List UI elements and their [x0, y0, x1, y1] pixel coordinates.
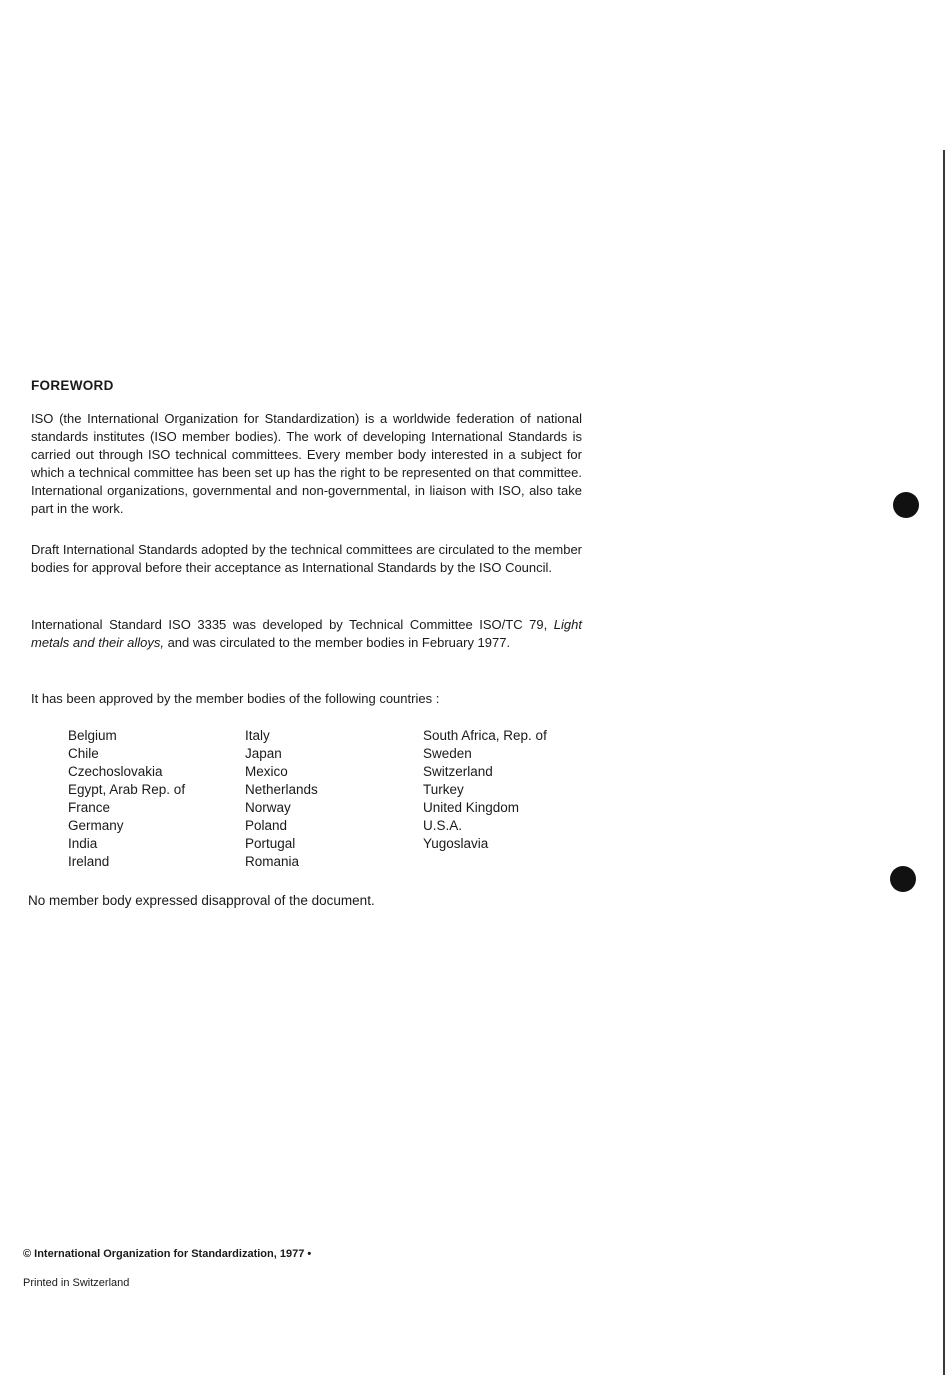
- country-item: France: [68, 800, 111, 815]
- committee-title: Light metals and their alloys,: [31, 617, 582, 650]
- country-item: Romania: [245, 854, 300, 869]
- country-item: South Africa, Rep. of: [423, 728, 547, 743]
- country-item: Mexico: [245, 764, 288, 779]
- country-list-column-3: [423, 727, 547, 853]
- country-item: Czechoslovakia: [68, 764, 163, 779]
- country-item: United Kingdom: [423, 800, 520, 815]
- country-item: Netherlands: [245, 782, 318, 797]
- punch-hole-mark: [893, 492, 919, 518]
- punch-hole-mark: [890, 866, 916, 892]
- copyright-notice: © International Organization for Standardization, 1977 •: [23, 1248, 312, 1260]
- foreword-paragraph-iso: ISO (the International Organization for Standardization) is a worldwide federation of national standards institutes (ISO member bodies). The work of developing International Standards is carried out through ISO technical committees. Every member body interested in a subject for which a technical committee has been set up has the right to be represented on that committee. International organizations, governmental and non-governmental, in liaison with ISO, also take part in the work.: [31, 411, 582, 516]
- country-item: Japan: [245, 746, 282, 761]
- printed-location: Printed in Switzerland: [23, 1277, 130, 1289]
- country-item: Belgium: [68, 728, 117, 743]
- country-item: Turkey: [423, 782, 464, 797]
- foreword-paragraph-drafts: Draft International Standards adopted by the technical committees are circulated to the member bodies for approval before their acceptance as International Standards by the ISO Council.: [31, 542, 582, 575]
- country-item: Yugoslavia: [423, 836, 489, 851]
- country-item: Portugal: [245, 836, 296, 851]
- country-item: Germany: [68, 818, 124, 833]
- country-item: Sweden: [423, 746, 472, 761]
- standard-text-before: International Standard ISO 3335 was developed by Technical Committee ISO/TC 79,: [31, 617, 554, 632]
- country-item: Egypt, Arab Rep. of: [68, 782, 186, 797]
- country-item: Ireland: [68, 854, 110, 869]
- foreword-heading: FOREWORD: [31, 378, 114, 393]
- foreword-paragraph-standard: [31, 616, 582, 652]
- country-item: Italy: [245, 728, 270, 743]
- country-list-column-1: [68, 727, 185, 871]
- country-item: U.S.A.: [423, 818, 463, 833]
- country-item: India: [68, 836, 98, 851]
- country-item: Switzerland: [423, 764, 493, 779]
- country-item: Poland: [245, 818, 288, 833]
- country-item: Chile: [68, 746, 99, 761]
- standard-text-after: and was circulated to the member bodies in February 1977.: [163, 635, 511, 650]
- foreword-paragraph-approval: It has been approved by the member bodies of the following countries :: [31, 691, 440, 706]
- closing-statement: No member body expressed disapproval of the document.: [28, 893, 375, 908]
- page-edge-line: [943, 150, 945, 1375]
- country-list-column-2: [245, 727, 318, 871]
- country-item: Norway: [245, 800, 291, 815]
